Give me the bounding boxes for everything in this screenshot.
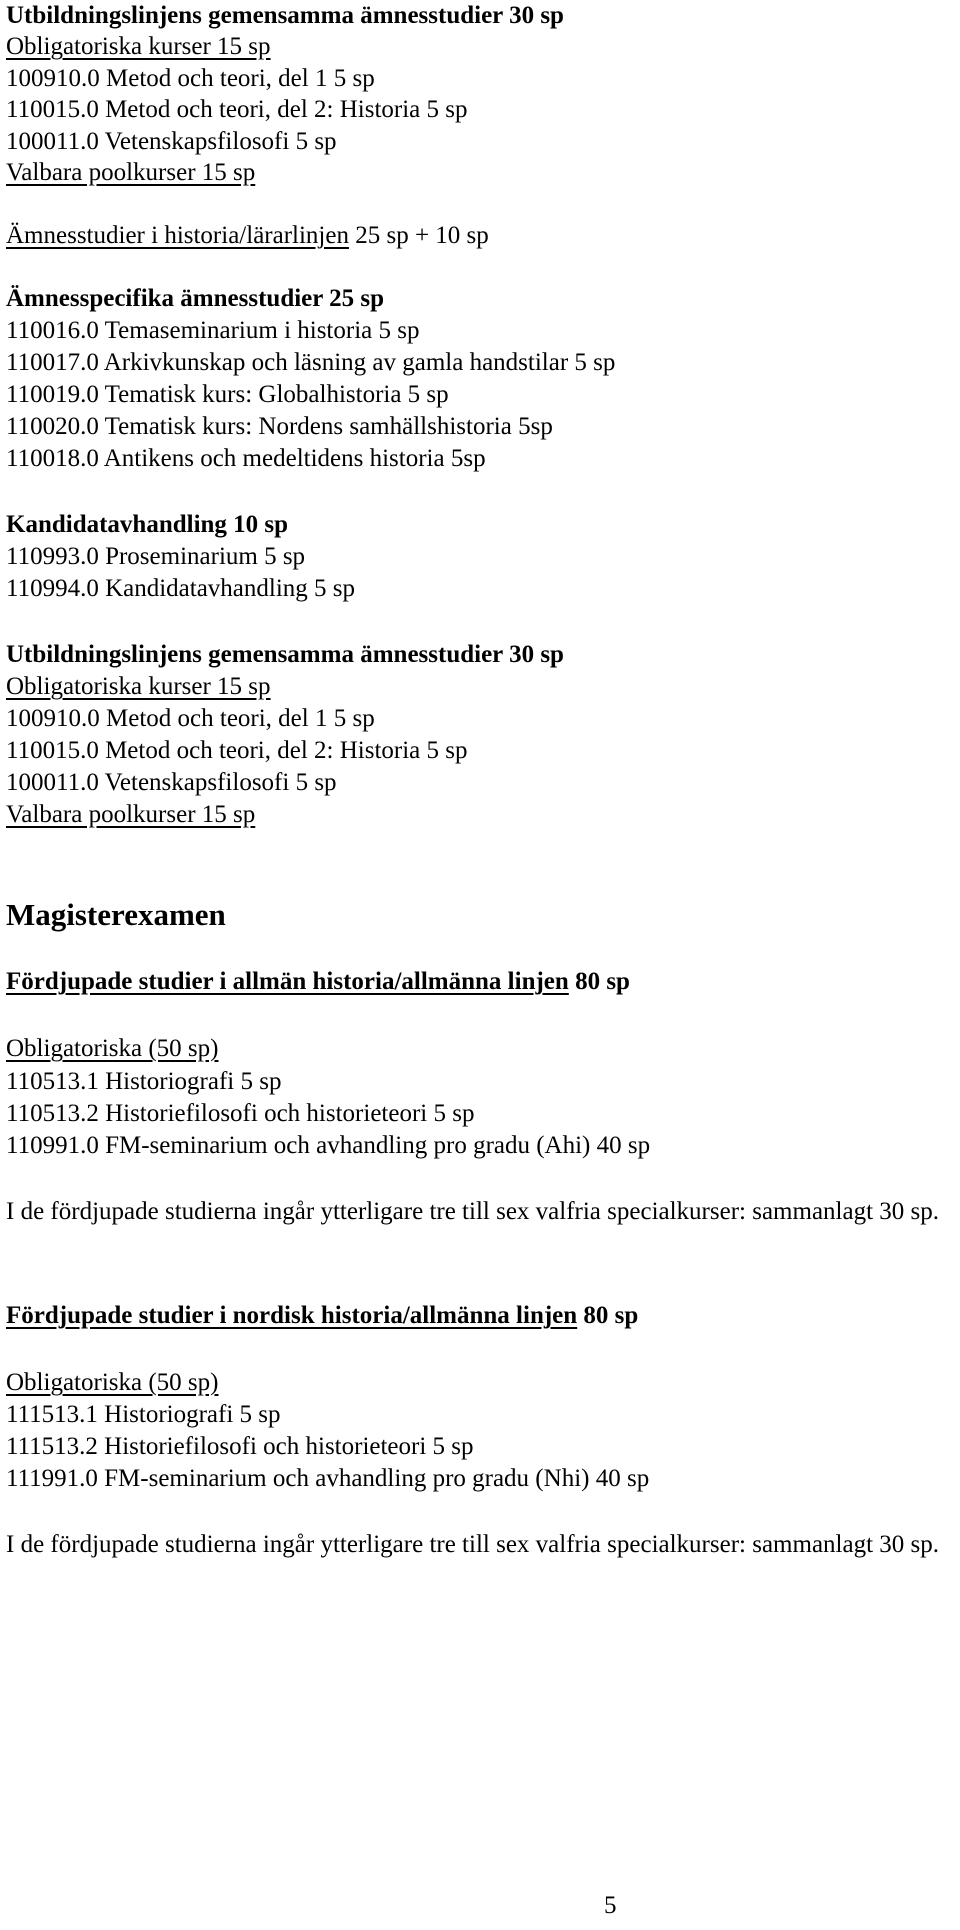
specialization-note: I de fördjupade studierna ingår ytterligare tre till sex valfria specialkurser: sammanlagt 30 sp. — [6, 1531, 940, 1558]
mandatory-courses-heading: Obligatoriska (50 sp) — [6, 1035, 219, 1062]
general-history-heading — [6, 966, 630, 998]
optional-courses-heading: Valbara poolkurser 15 sp — [6, 801, 256, 828]
page-number: 5 — [604, 1892, 617, 1919]
subject-studies-heading — [6, 220, 489, 252]
nordic-history-credits: 80 sp — [577, 1302, 639, 1329]
course-item: 110018.0 Antikens och medeltidens historia 5sp — [6, 445, 486, 472]
subject-studies-credits: 25 sp + 10 sp — [348, 222, 489, 249]
course-item: 100910.0 Metod och teori, del 1 5 sp — [6, 65, 375, 92]
course-item: 111513.1 Historiografi 5 sp — [6, 1401, 281, 1428]
general-history-credits: 80 sp — [568, 968, 630, 995]
course-item: 111991.0 FM-seminarium och avhandling pro gradu (Nhi) 40 sp — [6, 1465, 650, 1492]
course-item: 111513.2 Historiefilosofi och historieteori 5 sp — [6, 1433, 474, 1460]
course-item: 110993.0 Proseminarium 5 sp — [6, 543, 306, 570]
course-item: 110994.0 Kandidatavhandling 5 sp — [6, 575, 356, 602]
course-item: 100910.0 Metod och teori, del 1 5 sp — [6, 705, 375, 732]
course-item: 110020.0 Tematisk kurs: Nordens samhällshistoria 5sp — [6, 413, 553, 440]
course-item: 110513.2 Historiefilosofi och historieteori 5 sp — [6, 1100, 475, 1127]
course-item: 110513.1 Historiografi 5 sp — [6, 1068, 282, 1095]
specific-studies-heading: Ämnesspecifika ämnesstudier 25 sp — [6, 285, 385, 312]
specialization-note: I de fördjupade studierna ingår ytterligare tre till sex valfria specialkurser: sammanlagt 30 sp. — [6, 1198, 940, 1225]
course-item: 100011.0 Vetenskapsfilosofi 5 sp — [6, 128, 337, 155]
mandatory-courses-heading: Obligatoriska kurser 15 sp — [6, 673, 271, 700]
course-item: 110016.0 Temaseminarium i historia 5 sp — [6, 317, 420, 344]
course-item: 110019.0 Tematisk kurs: Globalhistoria 5 sp — [6, 381, 449, 408]
mandatory-courses-heading: Obligatoriska (50 sp) — [6, 1369, 219, 1396]
course-item: 110015.0 Metod och teori, del 2: Historia 5 sp — [6, 737, 468, 764]
course-item: 110015.0 Metod och teori, del 2: Historia 5 sp — [6, 96, 468, 123]
subject-studies-title: Ämnesstudier i historia/lärarlinjen — [6, 222, 349, 249]
section-heading: Utbildningslinjens gemensamma ämnesstudier 30 sp — [6, 641, 564, 668]
mandatory-courses-heading: Obligatoriska kurser 15 sp — [6, 33, 271, 60]
thesis-heading: Kandidatavhandling 10 sp — [6, 511, 289, 538]
optional-courses-heading: Valbara poolkurser 15 sp — [6, 159, 256, 186]
general-history-title: Fördjupade studier i allmän historia/allmänna linjen — [6, 968, 569, 995]
nordic-history-title: Fördjupade studier i nordisk historia/allmänna linjen — [6, 1302, 578, 1329]
course-item: 100011.0 Vetenskapsfilosofi 5 sp — [6, 769, 337, 796]
masters-heading: Magisterexamen — [6, 897, 226, 932]
nordic-history-heading — [6, 1300, 638, 1332]
course-item: 110017.0 Arkivkunskap och läsning av gamla handstilar 5 sp — [6, 349, 616, 376]
section-heading: Utbildningslinjens gemensamma ämnesstudier 30 sp — [6, 2, 564, 29]
course-item: 110991.0 FM-seminarium och avhandling pro gradu (Ahi) 40 sp — [6, 1132, 651, 1159]
